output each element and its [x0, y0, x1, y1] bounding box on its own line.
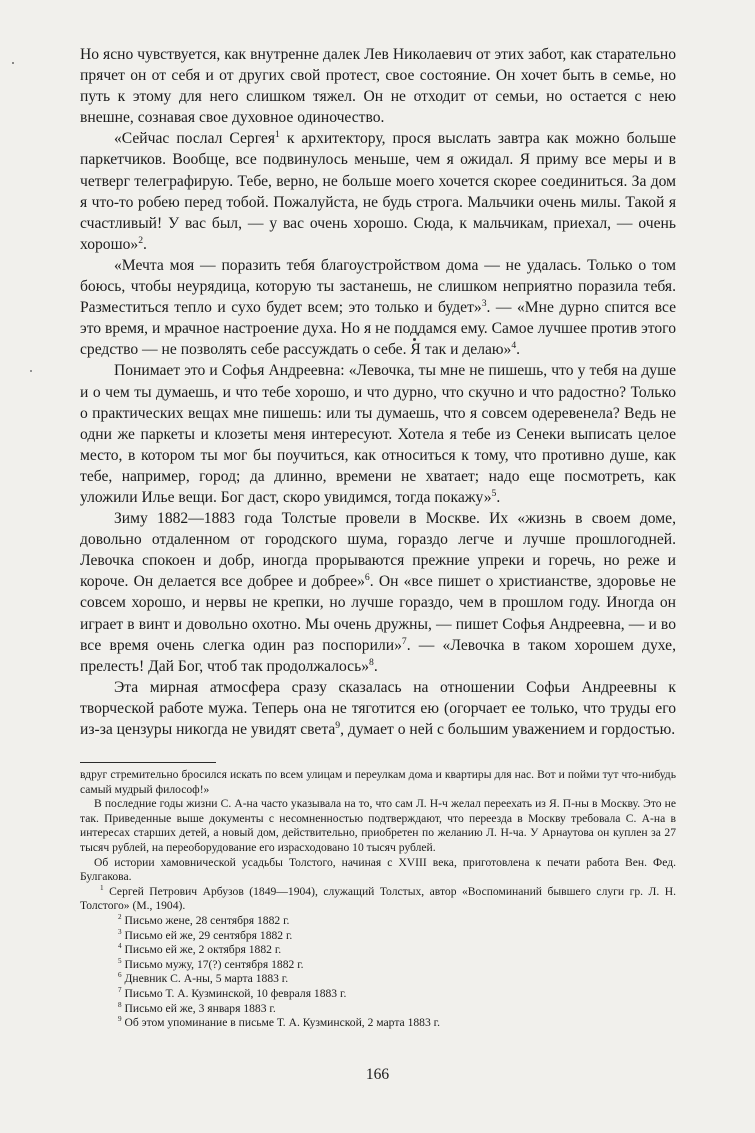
footnote-number: 9	[118, 1015, 122, 1024]
footnote-text: вдруг стремительно бросился искать по всем улицам и переулкам дома и квартиры для нас. Вот и пойми тут что-нибудь самый мудрый философ!»	[80, 768, 676, 796]
paragraph-text: Понимает это и Софья Андреевна: «Левочка, ты мне не пишешь, что у тебя на душе и о чем ты думаешь, и что тебе хорошо, и что дурно, что скучно и что радостно? Только о практических вещах мне пишешь: или ты думаешь, что я совсем одеревенела? Ведь не одни же паркеты и клозеты меня интересуют. Хотела я тебе из Сенеки выписать целое место, в котором ты мог бы поучиться, как относиться к тому, что противно душе, как тебе, например, город; да длинно, времени не хватает; надо еще посмотреть, как уложили Илье вещи. Бог даст, скоро увидимся, тогда покажу»	[80, 362, 676, 506]
footnote-divider	[80, 762, 216, 763]
footnote-4	[80, 943, 676, 958]
paragraph-text: . — «Левочка в таком хорошем духе, прелесть! Дай Бог, чтоб так продолжалось»	[80, 636, 676, 675]
footnote-8	[80, 1002, 676, 1017]
footnote-number: 1	[100, 883, 104, 892]
footnote-text: Об этом упоминание в письме Т. А. Кузминской, 2 марта 1883 г.	[124, 1016, 441, 1030]
body-paragraph-6	[80, 677, 676, 740]
footnote-text: Письмо Т. А. Кузминской, 10 февраля 1883 г.	[124, 986, 347, 1000]
footnote-2	[80, 914, 676, 929]
footnote-text: Письмо мужу, 17(?) сентября 1882 г.	[124, 957, 304, 971]
main-text	[80, 44, 676, 740]
footnote-number: 2	[118, 913, 122, 922]
ink-speck	[30, 370, 32, 372]
paragraph-text: .	[516, 341, 521, 359]
paragraph-text: «Мечта моя — поразить тебя благоустройством дома — не удалась. Только о том боюсь, чтобы неурядица, которую ты застанешь, не слишком неприятно поразила тебя. Разместиться тепло и сухо будет всем; это только и будет»	[80, 256, 676, 317]
footnote-7	[80, 987, 676, 1002]
footnote-number: 7	[118, 986, 122, 995]
footnote-3	[80, 929, 676, 944]
footnote-ref: 7	[401, 635, 407, 647]
footnote-continuation	[80, 768, 676, 797]
body-paragraph-1	[80, 44, 676, 128]
ink-speck	[413, 338, 416, 341]
footnote-number: 3	[118, 927, 122, 936]
footnotes	[80, 768, 676, 1031]
paragraph-text: «Сейчас послал Сергея	[114, 130, 275, 148]
paragraph-text: . Он «все пишет о христианстве, здоровье не совсем хорошо, и нервы не крепки, но лучше гораздо, чем в прошлом году. Иногда он играет в винт и довольно охотно. Мы очень дружны, — пишет Софья Андреевна, — и во все время очень слегка один раз поспорили»	[80, 573, 676, 654]
footnote-text: Письмо ей же, 2 октября 1882 г.	[124, 943, 282, 957]
footnote-ref: 1	[275, 129, 280, 141]
paragraph-text: .	[373, 657, 378, 675]
paragraph-text: . — «Мне дурно спится все это время, и мрачное настроение духа. Но я не поддамся ему. Самое лучшее против этого средство — не позволять себе рассуждать о себе. Я так и делаю»	[80, 299, 676, 359]
footnote-ref: 6	[364, 572, 370, 584]
footnote-ref: 9	[335, 719, 341, 731]
footnote-ref: 4	[511, 340, 517, 352]
page-number: 166	[365, 1066, 390, 1083]
footnote-6	[80, 972, 676, 987]
footnote-number: 4	[118, 942, 122, 951]
footnote-ref: 5	[491, 487, 497, 499]
footnote-number: 5	[118, 956, 122, 965]
footnote-9	[80, 1016, 676, 1031]
footnote-text: Сергей Петрович Арбузов (1849—1904), служащий Толстых, автор «Воспоминаний бывшего слуги гр. Л. Н. Толстого» (М., 1904).	[80, 884, 676, 913]
body-paragraph-4	[80, 360, 676, 508]
body-paragraph-2	[80, 128, 676, 255]
footnote-number: 6	[118, 971, 122, 980]
footnote-text: Дневник С. А-ны, 5 марта 1883 г.	[124, 972, 289, 986]
body-paragraph-5	[80, 508, 676, 677]
footnote-text: Письмо ей же, 29 сентября 1882 г.	[124, 928, 293, 942]
footnote-1	[80, 885, 676, 914]
paragraph-text: к архитектору, прося выслать завтра как можно больше паркетчиков. Вообще, все подвинулось меньше, чем я ожидал. Я приму все меры и в четверг телеграфирую. Тебе, верно, не больше моего хочется скорее соединиться. За дом я что-то робею перед тобой. Пожалуйста, не будь строга. Мальчики очень милы. Такой я счастливый! У вас был, — у вас очень хорошо. Сюда, к мальчикам, приехал, — очень хорошо»	[80, 130, 676, 253]
paragraph-text: Эта мирная атмосфера сразу сказалась на отношении Софьи Андреевны к творческой работе мужа. Теперь она не тяготится ею (огорчает ее только, что труды его из-за цензуры никогда не увидят света	[80, 678, 676, 738]
footnote-5	[80, 958, 676, 973]
footnote-text: Письмо ей же, 3 января 1883 г.	[124, 1001, 276, 1015]
paragraph-text: Но ясно чувствуется, как внутренне далек Лев Николаевич от этих забот, как старательно прячет он от себя и от других свой протест, свое состояние. Он хочет быть в семье, но путь к этому для него слишком тяжел. Он не отходит от семьи, но остается с нею внешне, сознавая свое духовное одиночество.	[80, 46, 676, 127]
footnote-number: 8	[118, 1000, 122, 1009]
footnote-ref: 3	[481, 297, 487, 309]
footnote-ref: 8	[369, 656, 374, 668]
paragraph-text: .	[143, 235, 147, 253]
footnote-paragraph	[80, 856, 676, 885]
footnote-paragraph	[80, 797, 676, 855]
footnote-ref: 2	[138, 234, 144, 246]
ink-speck	[12, 62, 14, 64]
footnote-text: В последние годы жизни С. А-на часто указывала на то, что сам Л. Н-ч желал переехать из Я. П-ны в Москву. Это не так. Приведенные выше документы с несомненностью подтверждают, что переезда в Москву требовала С. А-на в интересах старших детей, а новый дом, действительно, приобретен по желанию Л. Н-ча. У Арнаутова он куплен за 27 тысяч рублей, на переоборудование его израсходовано 10 тысяч рублей.	[80, 797, 676, 854]
paragraph-text: .	[496, 488, 501, 506]
footnote-text: Об истории хамовнической усадьбы Толстого, начиная с XVIII века, приготовлена к печати работа Вен. Фед. Булгакова.	[80, 855, 676, 884]
paragraph-text: Зиму 1882—1883 года Толстые провели в Москве. Их «жизнь в своем доме, довольно отдаленном от городского шума, гораздо легче и лучше прошлогодней. Левочка спокоен и добр, иногда прорываются прежние упреки и горечь, но реже и короче. Он делается все добрее и добрее»	[80, 510, 676, 591]
body-paragraph-3	[80, 255, 676, 360]
paragraph-text: , думает о ней с большим уважением и гордостью.	[340, 721, 676, 738]
footnote-text: Письмо жене, 28 сентября 1882 г.	[124, 913, 290, 927]
